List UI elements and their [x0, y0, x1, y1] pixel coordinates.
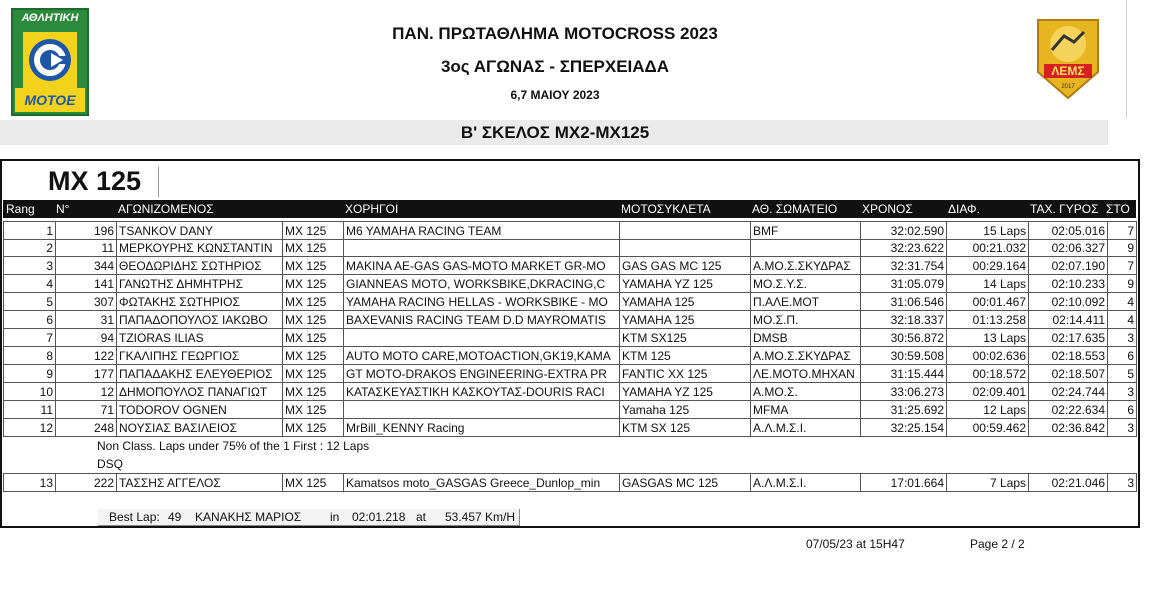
- cell-time: 30:56.872: [860, 329, 946, 347]
- cell-name: TZIORAS ILIAS: [116, 329, 282, 347]
- cell-time: 32:02.590: [860, 222, 946, 240]
- table-row: [3, 383, 1137, 401]
- cell-lap: 02:24.744: [1028, 383, 1107, 401]
- cell-bike: FANTIC XX 125: [619, 365, 750, 383]
- col-diff: ΔΙΑΦ.: [948, 202, 980, 216]
- cell-name: TSANKOV DANY: [116, 222, 282, 240]
- table-row: [3, 275, 1137, 293]
- cell-cls: MX 125: [282, 239, 343, 257]
- cell-diff: 01:13.258: [946, 311, 1028, 329]
- cell-club: Α.Λ.Μ.Σ.Ι.: [750, 474, 860, 492]
- cell-name: ΠΑΠΑΔΟΠΟΥΛΟΣ ΙΑΚΩΒΟ: [116, 311, 282, 329]
- cell-lap: 02:36.842: [1028, 419, 1107, 437]
- cell-sto: 3: [1107, 474, 1137, 492]
- table-row: [3, 473, 1137, 492]
- page-title: ΠΑΝ. ΠΡΩΤΑΘΛΗΜΑ MOTOCROSS 2023: [392, 24, 718, 43]
- cell-lap: 02:18.507: [1028, 365, 1107, 383]
- cell-name: ΦΩΤΑΚΗΣ ΣΩΤΗΡΙΟΣ: [116, 293, 282, 311]
- cell-rang: 8: [3, 347, 55, 365]
- printed-timestamp: 07/05/23 at 15H47: [806, 537, 905, 551]
- section-title: B' ΣΚΕΛΟΣ MX2-MX125: [460, 123, 650, 142]
- federation-logo: [11, 8, 89, 116]
- cell-club: ΛΕ.ΜΟΤΟ.ΜΗΧΑΝ: [750, 365, 860, 383]
- col-rider: ΑΓΩΝΙΖΟΜΕΝΟΣ: [118, 202, 214, 216]
- cell-sto: 7: [1107, 257, 1137, 275]
- logo-bottom-text: ΜΟΤΟΕ: [15, 88, 85, 112]
- col-sto: ΣΤΟ: [1106, 202, 1130, 216]
- cell-bike: KTM 125: [619, 347, 750, 365]
- cell-time: 30:59.508: [860, 347, 946, 365]
- cell-club: [750, 239, 860, 257]
- cell-rang: 7: [3, 329, 55, 347]
- cell-cls: MX 125: [282, 311, 343, 329]
- cell-sponsor: BAXEVANIS RACING TEAM D.D MAYROMATIS: [343, 311, 619, 329]
- cell-diff: 00:29.164: [946, 257, 1028, 275]
- table-row: [3, 239, 1137, 257]
- col-best-lap: ΤΑΧ. ΓΥΡΟΣ: [1030, 202, 1099, 216]
- page-number: Page 2 / 2: [970, 537, 1025, 551]
- cell-time: 31:15.444: [860, 365, 946, 383]
- best-lap-in: in: [330, 510, 340, 524]
- cell-lap: 02:10.233: [1028, 275, 1107, 293]
- cell-rang: 1: [3, 222, 55, 240]
- cell-name: ΘΕΟΔΩΡΙΔΗΣ ΣΩΤΗΡΙΟΣ: [116, 257, 282, 275]
- cell-rang: 6: [3, 311, 55, 329]
- event-date: 6,7 ΜΑΙΟΥ 2023: [510, 88, 600, 102]
- cell-rang: 9: [3, 365, 55, 383]
- cell-club: Α.ΜΟ.Σ.: [750, 383, 860, 401]
- table-row: [3, 365, 1137, 383]
- cell-sto: 6: [1107, 401, 1137, 419]
- cell-time: 32:31.754: [860, 257, 946, 275]
- cell-rang: 13: [3, 474, 55, 492]
- cell-cls: MX 125: [282, 347, 343, 365]
- cell-num: 11: [55, 239, 116, 257]
- event-subtitle: 3ος ΑΓΩΝΑΣ - ΣΠΕΡΧΕΙΑΔΑ: [440, 57, 670, 76]
- col-rang: Rang: [6, 202, 35, 216]
- table-row: [3, 347, 1137, 365]
- best-lap-number: 49: [168, 510, 182, 524]
- table-row: [3, 419, 1137, 437]
- cell-lap: 02:05.016: [1028, 222, 1107, 240]
- cell-sto: 3: [1107, 419, 1137, 437]
- cell-sponsor: Kamatsos moto_GASGAS Greece_Dunlop_min: [343, 474, 619, 492]
- cell-time: 32:18.337: [860, 311, 946, 329]
- cell-time: 33:06.273: [860, 383, 946, 401]
- cell-num: 122: [55, 347, 116, 365]
- cell-sto: 4: [1107, 311, 1137, 329]
- cell-sto: 3: [1107, 329, 1137, 347]
- cell-bike: KTM SX 125: [619, 419, 750, 437]
- cell-name: ΜΕΡΚΟΥΡΗΣ ΚΩΝΣΤΑΝΤΙΝ: [116, 239, 282, 257]
- cell-cls: MX 125: [282, 383, 343, 401]
- cell-time: 17:01.664: [860, 474, 946, 492]
- dsq-label: DSQ: [97, 457, 124, 471]
- cell-sponsor: M6 YAMAHA RACING TEAM: [343, 222, 619, 240]
- cell-name: TODOROV OGNEN: [116, 401, 282, 419]
- cell-sponsor: ΚΑΤΑΣΚΕΥΑΣΤΙΚΗ ΚΑΣΚΟΥΤΑΣ-DOURIS RACI: [343, 383, 619, 401]
- cell-name: ΤΑΣΣΗΣ ΑΓΓΕΛΟΣ: [116, 474, 282, 492]
- cell-name: ΓΑΝΩΤΗΣ ΔΗΜΗΤΡΗΣ: [116, 275, 282, 293]
- cell-num: 307: [55, 293, 116, 311]
- cell-num: 141: [55, 275, 116, 293]
- best-lap-speed: 53.457 Km/H: [445, 510, 516, 524]
- cell-bike: YAMAHA YZ 125: [619, 275, 750, 293]
- cell-bike: [619, 239, 750, 257]
- cell-sto: 4: [1107, 293, 1137, 311]
- cell-club: ΜΟ.Σ.Υ.Σ.: [750, 275, 860, 293]
- cell-cls: MX 125: [282, 329, 343, 347]
- cell-lap: 02:21.046: [1028, 474, 1107, 492]
- cell-num: 344: [55, 257, 116, 275]
- cell-cls: MX 125: [282, 365, 343, 383]
- cell-diff: 13 Laps: [946, 329, 1028, 347]
- table-row: [3, 293, 1137, 311]
- cell-name: ΓΚΑΛΙΠΗΣ ΓΕΩΡΓΙΟΣ: [116, 347, 282, 365]
- cell-diff: 00:59.462: [946, 419, 1028, 437]
- cell-time: 31:05.079: [860, 275, 946, 293]
- cell-lap: 02:07.190: [1028, 257, 1107, 275]
- table-row: [3, 257, 1137, 275]
- cell-num: 12: [55, 383, 116, 401]
- cell-diff: 7 Laps: [946, 474, 1028, 492]
- class-title-divider: [158, 167, 159, 197]
- class-title: MX 125: [48, 166, 142, 196]
- cell-time: 32:25.154: [860, 419, 946, 437]
- cell-sto: 3: [1107, 383, 1137, 401]
- lems-logo: [1030, 16, 1106, 100]
- table-row: [3, 221, 1137, 240]
- cell-time: 32:23.622: [860, 239, 946, 257]
- cell-bike: YAMAHA 125: [619, 293, 750, 311]
- cell-bike: GAS GAS MC 125: [619, 257, 750, 275]
- cell-time: 31:06.546: [860, 293, 946, 311]
- cell-num: 222: [55, 474, 116, 492]
- cell-diff: 12 Laps: [946, 401, 1028, 419]
- cell-diff: 00:21.032: [946, 239, 1028, 257]
- logo-top-text: ΑΘΛΗΤΙΚΗ: [21, 12, 79, 24]
- col-number: N°: [56, 202, 70, 216]
- header-divider: [1126, 0, 1127, 118]
- col-sponsors: ΧΟΡΗΓΟΙ: [345, 202, 399, 216]
- cell-bike: KTM SX125: [619, 329, 750, 347]
- cell-diff: 15 Laps: [946, 222, 1028, 240]
- cell-sto: 7: [1107, 222, 1137, 240]
- cell-sponsor: GIANNEAS MOTO, WORKSBIKE,DKRACING,C: [343, 275, 619, 293]
- best-lap-label: Best Lap:: [109, 510, 160, 524]
- cell-club: ΜΟ.Σ.Π.: [750, 311, 860, 329]
- cell-rang: 4: [3, 275, 55, 293]
- cell-name: ΠΑΠΑΔΑΚΗΣ ΕΛΕΥΘΕΡΙΟΣ: [116, 365, 282, 383]
- logo-right-text: ΛΕΜΣ: [1051, 64, 1085, 78]
- cell-rang: 3: [3, 257, 55, 275]
- logo-arrow-icon: [29, 39, 71, 81]
- non-class-note: Non Class. Laps under 75% of the 1 First : 12 Laps: [97, 439, 370, 453]
- cell-sto: 6: [1107, 347, 1137, 365]
- cell-num: 177: [55, 365, 116, 383]
- cell-num: 196: [55, 222, 116, 240]
- cell-bike: [619, 222, 750, 240]
- cell-rang: 2: [3, 239, 55, 257]
- cell-lap: 02:10.092: [1028, 293, 1107, 311]
- col-bike: ΜΟΤΟΣΥΚΛΕΤΑ: [621, 202, 711, 216]
- best-lap-at: at: [416, 510, 427, 524]
- cell-sto: 9: [1107, 239, 1137, 257]
- cell-num: 71: [55, 401, 116, 419]
- cell-sponsor: AUTO MOTO CARE,MOTOACTION,GK19,KAMA: [343, 347, 619, 365]
- cell-lap: 02:18.553: [1028, 347, 1107, 365]
- cell-club: MFMA: [750, 401, 860, 419]
- cell-club: DMSB: [750, 329, 860, 347]
- cell-cls: MX 125: [282, 474, 343, 492]
- cell-rang: 12: [3, 419, 55, 437]
- cell-club: Α.ΜΟ.Σ.ΣΚΥΔΡΑΣ: [750, 347, 860, 365]
- cell-num: 31: [55, 311, 116, 329]
- cell-sponsor: [343, 239, 619, 257]
- cell-cls: MX 125: [282, 293, 343, 311]
- cell-cls: MX 125: [282, 257, 343, 275]
- cell-sponsor: YAMAHA RACING HELLAS - WORKSBIKE - MO: [343, 293, 619, 311]
- best-lap-rider: ΚΑΝΑΚΗΣ ΜΑΡΙΟΣ: [195, 510, 302, 524]
- cell-club: Α.ΜΟ.Σ.ΣΚΥΔΡΑΣ: [750, 257, 860, 275]
- cell-time: 31:25.692: [860, 401, 946, 419]
- col-time: ΧΡΟΝΟΣ: [862, 202, 913, 216]
- cell-lap: 02:14.411: [1028, 311, 1107, 329]
- cell-club: Π.ΑΛΕ.ΜΟΤ: [750, 293, 860, 311]
- logo-right-year: 2017: [1061, 84, 1075, 90]
- table-row: [3, 401, 1137, 419]
- cell-name: ΔΗΜΟΠΟΥΛΟΣ ΠΑΝΑΓΙΩΤ: [116, 383, 282, 401]
- cell-club: Α.Λ.Μ.Σ.Ι.: [750, 419, 860, 437]
- col-club: ΑΘ. ΣΩΜΑΤΕΙΟ: [752, 202, 838, 216]
- cell-cls: MX 125: [282, 275, 343, 293]
- cell-diff: 00:18.572: [946, 365, 1028, 383]
- cell-lap: 02:22.634: [1028, 401, 1107, 419]
- cell-bike: Yamaha 125: [619, 401, 750, 419]
- table-row: [3, 311, 1137, 329]
- cell-diff: 00:01.467: [946, 293, 1028, 311]
- cell-club: BMF: [750, 222, 860, 240]
- cell-bike: GASGAS MC 125: [619, 474, 750, 492]
- best-lap-bar: [98, 509, 520, 526]
- cell-diff: 02:09.401: [946, 383, 1028, 401]
- cell-cls: MX 125: [282, 419, 343, 437]
- cell-sponsor: MrBill_KENNY Racing: [343, 419, 619, 437]
- cell-rang: 10: [3, 383, 55, 401]
- cell-cls: MX 125: [282, 401, 343, 419]
- cell-bike: YAMAHA YZ 125: [619, 383, 750, 401]
- cell-sponsor: MAKINA AE-GAS GAS-MOTO MARKET GR-MO: [343, 257, 619, 275]
- cell-rang: 11: [3, 401, 55, 419]
- cell-num: 94: [55, 329, 116, 347]
- cell-sponsor: [343, 401, 619, 419]
- cell-sto: 5: [1107, 365, 1137, 383]
- cell-diff: 00:02.636: [946, 347, 1028, 365]
- cell-lap: 02:06.327: [1028, 239, 1107, 257]
- cell-lap: 02:17.635: [1028, 329, 1107, 347]
- cell-sto: 9: [1107, 275, 1137, 293]
- cell-cls: MX 125: [282, 222, 343, 240]
- cell-sponsor: GT MOTO-DRAKOS ENGINEERING-EXTRA PR: [343, 365, 619, 383]
- cell-num: 248: [55, 419, 116, 437]
- cell-rang: 5: [3, 293, 55, 311]
- cell-bike: YAMAHA 125: [619, 311, 750, 329]
- best-lap-time: 02:01.218: [352, 510, 406, 524]
- cell-sponsor: [343, 329, 619, 347]
- cell-name: ΝΟΥΣΙΑΣ ΒΑΣΙΛΕΙΟΣ: [116, 419, 282, 437]
- cell-diff: 14 Laps: [946, 275, 1028, 293]
- table-row: [3, 329, 1137, 347]
